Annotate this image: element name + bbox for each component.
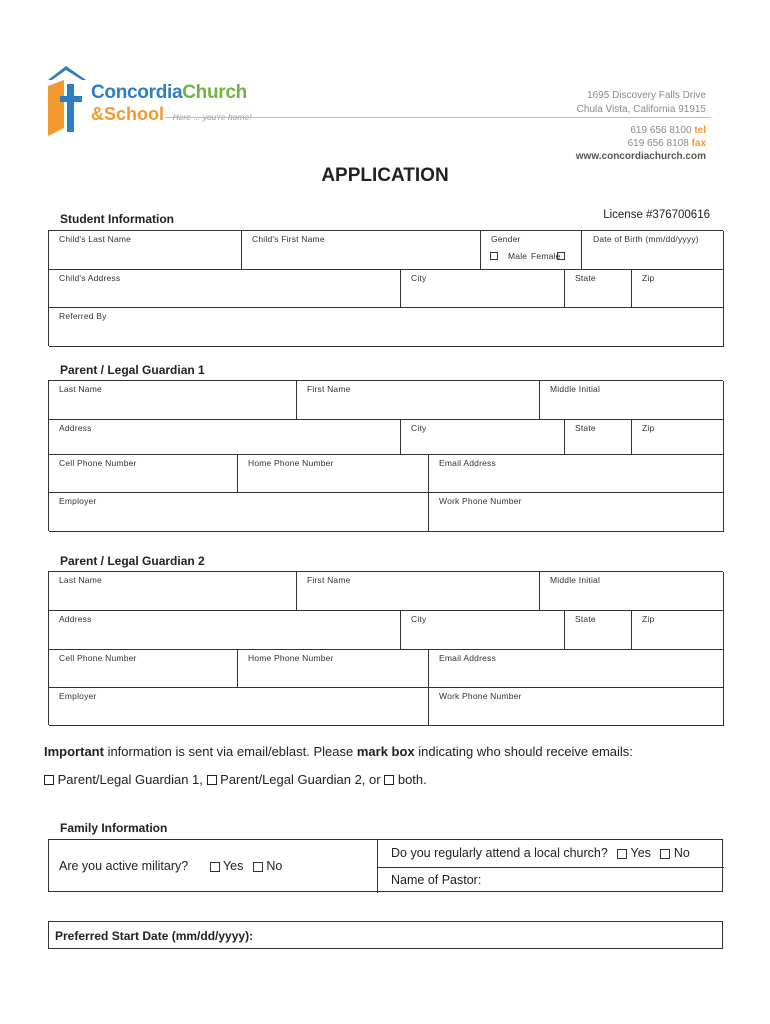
church-no-label: No (673, 846, 690, 860)
student-heading: Student Information (60, 212, 174, 226)
start-date-label: Preferred Start Date (mm/dd/yyyy): (55, 929, 254, 943)
g2-state-field[interactable]: State (565, 611, 632, 650)
dob-field[interactable]: Date of Birth (mm/dd/yyyy) (582, 231, 724, 270)
tel-number: 619 656 8100 (630, 125, 692, 136)
military-no-checkbox[interactable] (253, 862, 263, 872)
website: www.concordiachurch.com (575, 151, 706, 162)
g2-email-field[interactable]: Email Address (429, 650, 724, 688)
g2-work-phone-field[interactable]: Work Phone Number (429, 688, 724, 726)
guardian1-table (48, 380, 723, 531)
header-rule (165, 117, 710, 118)
g2-cell-phone-field[interactable]: Cell Phone Number (49, 650, 238, 688)
referred-by-field[interactable]: Referred By (49, 308, 724, 347)
g1-work-phone-field[interactable]: Work Phone Number (429, 493, 724, 532)
military-question: Are you active military? (59, 859, 189, 873)
child-last-name-field[interactable]: Child's Last Name (49, 231, 242, 270)
g1-last-name-field[interactable]: Last Name (49, 381, 297, 420)
logo-concordia: Concordia (91, 82, 183, 103)
g1-address-field[interactable]: Address (49, 420, 401, 455)
g2-zip-field[interactable]: Zip (632, 611, 724, 650)
church-no-checkbox[interactable] (660, 849, 670, 859)
g2-city-field[interactable]: City (401, 611, 565, 650)
student-table (48, 230, 723, 346)
g1-city-field[interactable]: City (401, 420, 565, 455)
g1-middle-initial-field[interactable]: Middle Initial (540, 381, 724, 420)
logo (44, 62, 254, 138)
fax-number: 619 656 8108 (627, 138, 689, 149)
child-first-name-field[interactable]: Child's First Name (242, 231, 481, 270)
address-city: Chula Vista, California 91915 (576, 103, 706, 115)
g2-home-phone-field[interactable]: Home Phone Number (238, 650, 429, 688)
logo-church: Church (182, 82, 247, 103)
g2-address-field[interactable]: Address (49, 611, 401, 650)
g1-cell-phone-field[interactable]: Cell Phone Number (49, 455, 238, 493)
logo-mark (44, 62, 92, 138)
g1-zip-field[interactable]: Zip (632, 420, 724, 455)
military-yes-label: Yes (222, 859, 244, 873)
guardian2-email-checkbox[interactable] (207, 775, 217, 785)
g2-first-name-field[interactable]: First Name (297, 572, 540, 611)
important-note: Important information is sent via email/eblast. Please mark box indicating who should receive emails: (44, 744, 633, 759)
logo-school: &School (91, 104, 165, 124)
child-city-field[interactable]: City (401, 270, 565, 308)
military-yes-checkbox[interactable] (210, 862, 220, 872)
logo-tagline: Here ... you're home! (172, 112, 252, 122)
page-title: APPLICATION (321, 165, 449, 186)
female-label: Female (531, 251, 561, 261)
g1-employer-field[interactable]: Employer (49, 493, 429, 532)
g1-email-field[interactable]: Email Address (429, 455, 724, 493)
start-date-field[interactable] (48, 921, 723, 949)
g1-state-field[interactable]: State (565, 420, 632, 455)
guardian2-table (48, 571, 723, 725)
male-label: Male (508, 251, 528, 261)
family-heading: Family Information (60, 821, 168, 835)
guardian2-email-label: Parent/Legal Guardian 2, or (220, 772, 381, 787)
guardian1-email-label: Parent/Legal Guardian 1, (57, 772, 203, 787)
pastor-field[interactable]: Name of Pastor: (391, 873, 482, 887)
both-email-checkbox[interactable] (384, 775, 394, 785)
child-zip-field[interactable]: Zip (632, 270, 724, 308)
guardian1-heading: Parent / Legal Guardian 1 (60, 363, 205, 377)
g1-first-name-field[interactable]: First Name (297, 381, 540, 420)
church-question: Do you regularly attend a local church? (391, 846, 608, 860)
address-street: 1695 Discovery Falls Drive (587, 90, 706, 101)
military-no-label: No (266, 859, 283, 873)
guardian1-email-checkbox[interactable] (44, 775, 54, 785)
both-email-label: both. (397, 772, 427, 787)
g2-employer-field[interactable]: Employer (49, 688, 429, 726)
g1-home-phone-field[interactable]: Home Phone Number (238, 455, 429, 493)
tel-label: tel (694, 125, 706, 136)
g2-middle-initial-field[interactable]: Middle Initial (540, 572, 724, 611)
guardian2-heading: Parent / Legal Guardian 2 (60, 554, 205, 568)
church-yes-label: Yes (630, 846, 651, 860)
email-recipient-options (44, 772, 427, 787)
family-table (48, 839, 723, 892)
child-state-field[interactable]: State (565, 270, 632, 308)
church-yes-checkbox[interactable] (617, 849, 627, 859)
gender-field: Gender Male (481, 231, 582, 270)
fax-label: fax (691, 138, 706, 149)
child-address-field[interactable]: Child's Address (49, 270, 401, 308)
g2-last-name-field[interactable]: Last Name (49, 572, 297, 611)
license: License #376700616 (603, 209, 710, 221)
male-checkbox[interactable] (490, 252, 498, 260)
